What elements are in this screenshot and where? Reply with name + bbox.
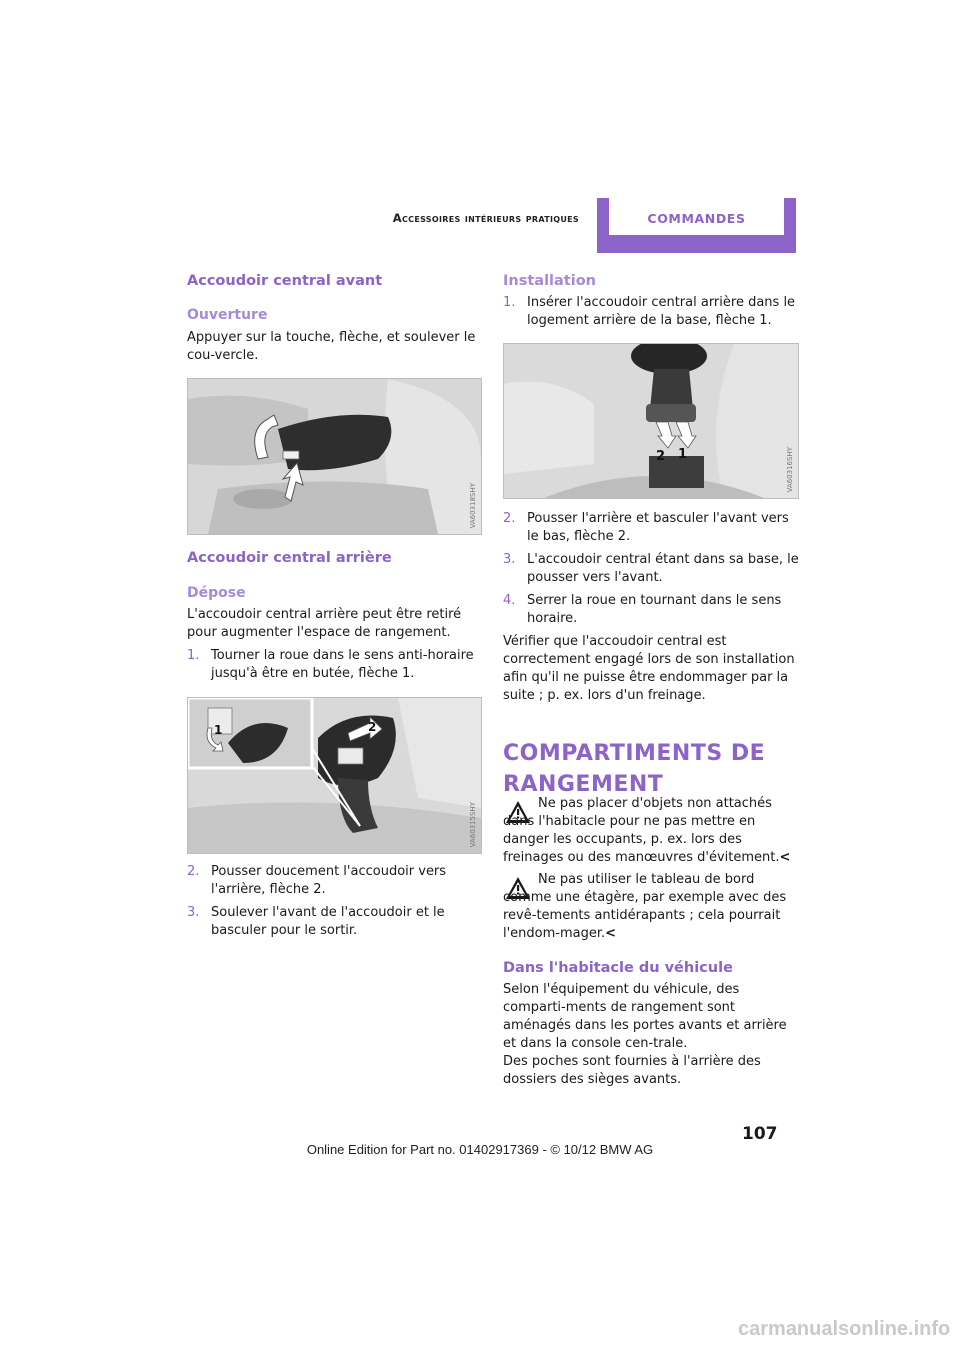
list-item: 2. Pousser doucement l'accoudoir vers l'arrière, flèche 2.: [187, 864, 447, 897]
install-steps: [503, 294, 799, 330]
figure-label-2: 2: [368, 720, 377, 734]
right-column-mid: [503, 510, 799, 800]
figure-label-2: 2: [656, 449, 666, 464]
right-column-top: [503, 273, 799, 335]
right-column-bottom: [503, 960, 799, 1089]
list-item: 3. L'accoudoir central étant dans sa base, le pousser vers l'avant.: [503, 552, 799, 585]
warning-1: [503, 795, 799, 867]
warning-2-text: Ne pas utiliser le tableau de bord comme une étagère, par exemple avec des revê-tements antidérapants ; cela pourrait l'endom-mager.: [503, 872, 787, 941]
left-column-steps: [187, 863, 487, 945]
section-tab-label: COMMANDES: [647, 211, 746, 226]
footer-edition: Online Edition for Part no. 01402917369 - © 10/12 BMW AG: [306, 1142, 654, 1157]
opening-title: Ouverture: [187, 307, 268, 323]
page-number: 107: [742, 1124, 778, 1144]
figure-code: VA60316SHY: [786, 446, 794, 492]
section-tab: [597, 198, 796, 253]
figure-code: VA60315SHY: [469, 801, 477, 847]
list-item: 2. Pousser l'arrière et basculer l'avant vers le bas, flèche 2.: [503, 511, 789, 544]
cabin-title: Dans l'habitacle du véhicule: [503, 960, 733, 976]
end-mark: <: [605, 926, 617, 941]
list-item: 1. Insérer l'accoudoir central arrière dans le logement arrière de la base, flèche 1.: [503, 295, 796, 328]
install-steps-cont: [503, 510, 799, 628]
list-item: 1. Tourner la roue dans le sens anti-horaire jusqu'à être en butée, flèche 1.: [187, 648, 474, 681]
removal-steps-cont: [187, 863, 487, 940]
list-item: 4. Serrer la roue en tournant dans le sens horaire.: [503, 593, 782, 626]
warning-1-text: Ne pas placer d'objets non attachés dans l'habitacle pour ne pas mettre en danger les occupants, p. ex. lors des freinages ou des manœuvres d'évitement.: [503, 796, 780, 865]
cabin-text: Selon l'équipement du véhicule, des comparti-ments de rangement sont aménagés dans les portes avants et arrière et dans la console cen-trale.: [503, 982, 787, 1051]
removal-text: L'accoudoir central arrière peut être retiré pour augmenter l'espace de rangement.: [187, 607, 462, 640]
front-armrest-title: Accoudoir central avant: [187, 273, 383, 289]
figure-rear-armrest-removal: [187, 697, 482, 854]
figure-installation: [503, 343, 799, 499]
removal-title: Dépose: [187, 585, 246, 601]
removal-steps: [187, 647, 487, 683]
left-column: [187, 273, 487, 365]
list-item: 3. Soulever l'avant de l'accoudoir et le basculer pour le sortir.: [187, 905, 445, 938]
figure-label-1: 1: [214, 723, 223, 737]
left-column-rear: [187, 550, 487, 688]
storage-title: COMPARTIMENTS DE RANGEMENT: [503, 741, 766, 797]
figure-code: VA60318SHY: [469, 482, 477, 528]
cabin-text-2: Des poches sont fournies à l'arrière des dossiers des sièges avants.: [503, 1054, 761, 1087]
chapter-title: Accessoires intérieurs pratiques: [392, 211, 579, 225]
end-mark: <: [779, 850, 791, 865]
figure-front-armrest: [187, 378, 482, 535]
opening-text: Appuyer sur la touche, flèche, et soulever le cou-vercle.: [187, 330, 476, 363]
watermark: carmanualsonline.info: [738, 1318, 951, 1340]
rear-armrest-title: Accoudoir central arrière: [187, 550, 392, 566]
warning-2: [503, 871, 799, 943]
figure-label-1: 1: [678, 447, 688, 462]
installation-title: Installation: [503, 273, 596, 289]
verify-text: Vérifier que l'accoudoir central est correctement engagé lors de son installation afin qu'il ne puisse être endommager par la suite ; p. ex. lors d'un freinage.: [503, 634, 795, 703]
